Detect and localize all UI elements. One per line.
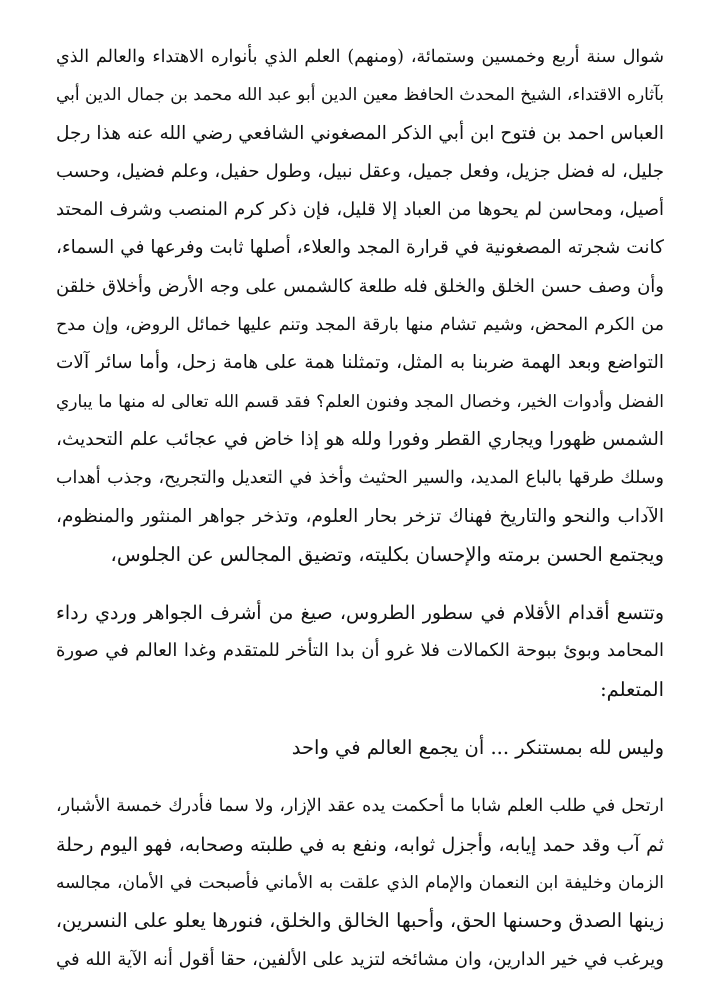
text-line: أصيل، ومحاسن لم يحوها من العباد إلا قليل، فإن ذكر كرم المنصب وشرف المحتد	[56, 199, 664, 221]
text-line: المتعلم:	[600, 677, 664, 701]
text-line: الزمان وخليفة ابن النعمان والإمام الذي علقت به الأماني فأصبحت في الأمان، مجالسه	[56, 872, 664, 893]
text-line: ثم آب وقد حمد إيابه، وأجزل ثوابه، ونفع به في طلبته وصحابه، فهو اليوم رحلة	[56, 833, 664, 856]
text-line: بآثاره الاقتداء، الشيخ المحدث الحافظ معين الدين أبو عبد الله محمد بن جمال الدين أبي	[56, 85, 664, 106]
text-line: ويرغب في خير الدارين، وان مشائخه لتزيد على الألفين، حقا أقول أنه الآية الله في	[56, 948, 664, 970]
text-line: وليس لله بمستنكر ... أن يجمع العالم في واحد	[291, 736, 664, 760]
text-line: شوال سنة أربع وخمسين وستمائة، (ومنهم) العلم الذي بأنواره الاهتداء والعالم الذي	[56, 47, 664, 67]
paragraph-2	[56, 594, 664, 709]
text-line: ويجتمع الحسن برمته والإحسان بكليته، وتضيق المجالس عن الجلوس،	[110, 542, 664, 566]
text-line: وأن وصف حسن الخلق والخلق فله طلعة كالشمس على وجه الأرض وأخلاق خلقن	[56, 275, 664, 297]
text-line: وتتسع أقدام الأقلام في سطور الطروس، صيغ من أشرف الجواهر وردي رداء	[56, 602, 664, 625]
paragraph-1	[56, 38, 664, 574]
text-line: العباس احمد بن فتوح ابن أبي الذكر المصغوني الشافعي رضي الله عنه هذا رجل	[56, 122, 664, 144]
text-line: المحامد وبوئ ببوحة الكمالات فلا غرو أن بدا التأخر للمتقدم وغدا العالم في صورة	[56, 640, 664, 662]
text-line: الشمس ظهورا ويجاري القطر وفورا ولله هو إذا خاض في عجائب علم التحديث،	[56, 428, 664, 450]
text-line: الآداب والنحو والتاريخ فهناك تزخر بحار العلوم، وتذخر جواهر المنثور والمنظوم،	[56, 505, 664, 527]
text-line: وسلك طرقها بالباع المديد، والسير الحثيث وأخذ في التعديل والتجريح، وجذب أهداب	[56, 468, 664, 489]
verse-line	[56, 729, 664, 767]
text-line: التواضع وبعد الهمة ضربنا به المثل، وتمثلنا همة على هامة زحل، وأما سائر آلات	[56, 352, 664, 374]
text-line: من الكرم المحض، وشيم تشام منها بارقة المجد وتنم عليها خمائل الروض، وإن مدح	[56, 315, 664, 336]
text-line: ارتحل في طلب العلم شابا ما أحكمت يده عقد الإزار، ولا سما فأدرك خمسة الأشبار،	[56, 796, 664, 817]
text-line: جليل، له فضل جزيل، وفعل جميل، وعقل نبيل، وطول حفيل، وعلم فضيل، وحسب	[56, 160, 664, 182]
text-line: الفضل وأدوات الخير، وخصال المجد وفنون العلم؟ فقد قسم الله تعالى له منها ما يباري	[56, 391, 664, 412]
text-line: زينها الصدق وحسنها الحق، وأحبها الخالق والخلق، فنورها يعلو على النسرين،	[56, 909, 664, 933]
paragraph-3	[56, 787, 664, 978]
text-line: كانت شجرته المصغونية في قرارة المجد والعلاء، أصلها ثابت وفرعها في السماء،	[56, 237, 664, 259]
